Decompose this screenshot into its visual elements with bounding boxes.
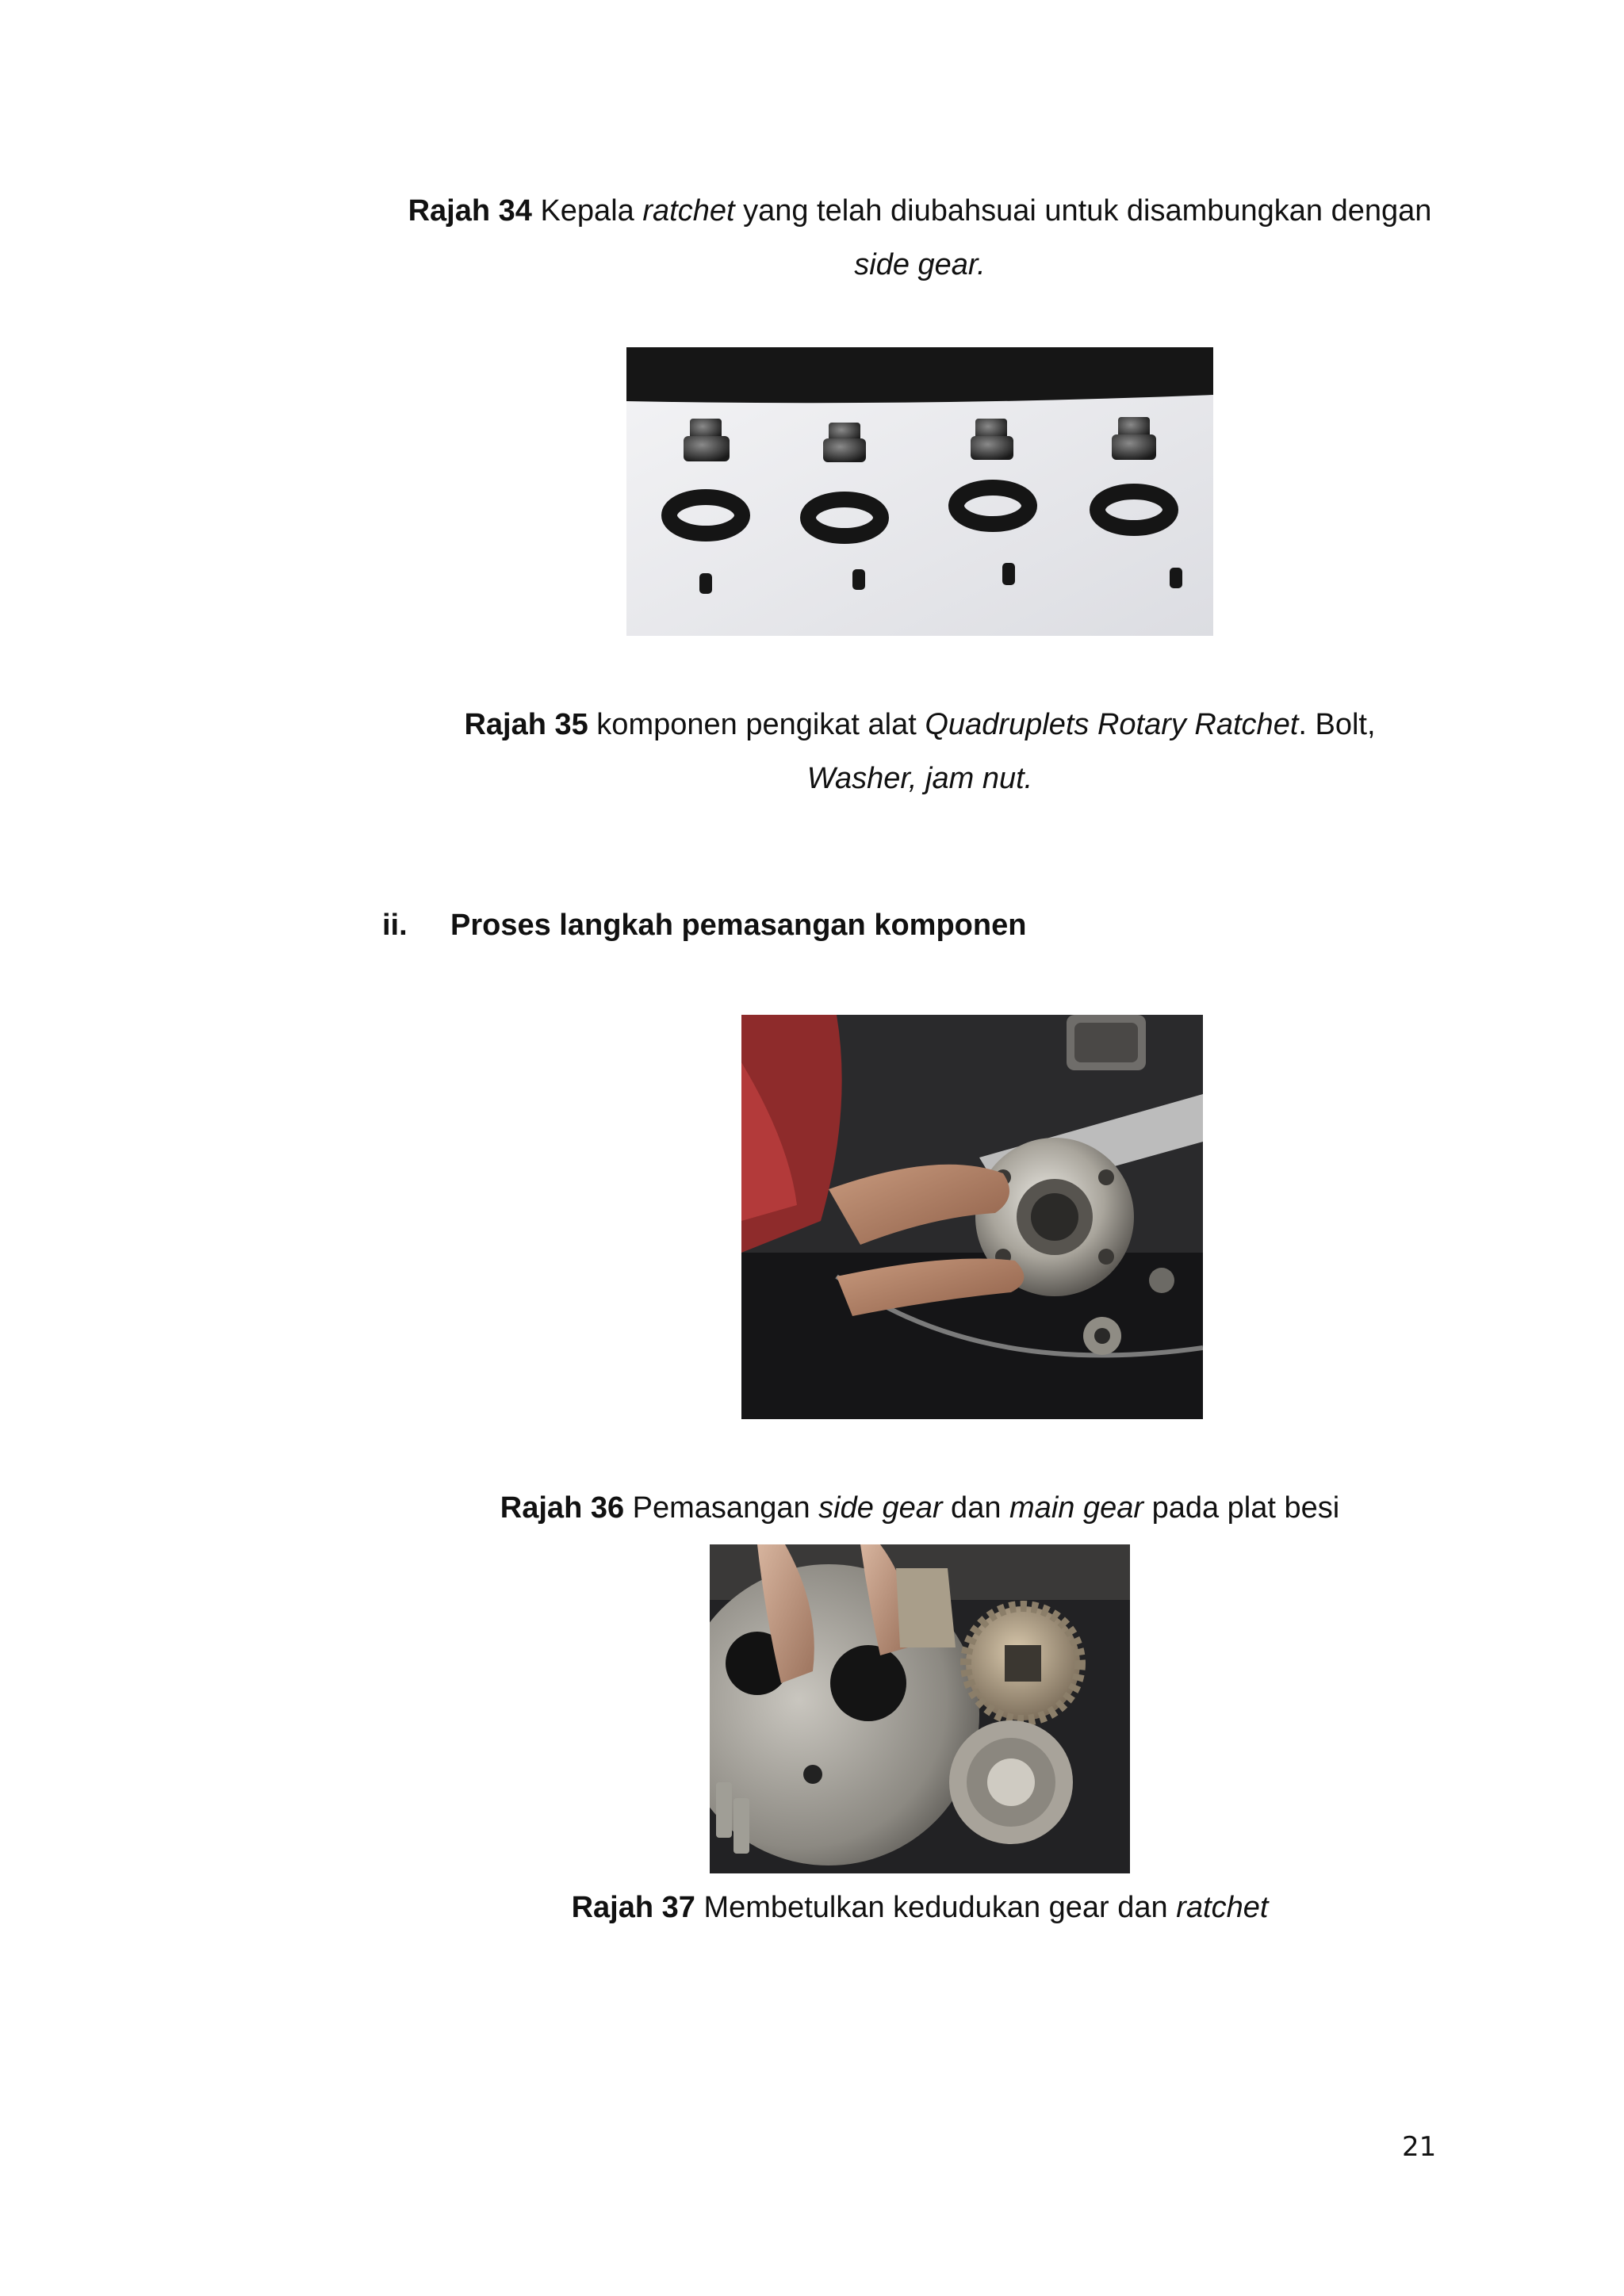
- page-number: 21: [1402, 2131, 1437, 2163]
- caption-rajah-36: [381, 1481, 1459, 1535]
- caption-rajah-34: [381, 184, 1459, 292]
- section-numeral: ii.: [382, 909, 408, 942]
- caption-35-line2: Washer, jam nut.: [806, 762, 1033, 795]
- photo-gear-ratchet-position: [710, 1544, 1130, 1873]
- caption-37-label: Rajah 37: [571, 1891, 695, 1924]
- caption-34-label: Rajah 34: [408, 194, 532, 228]
- caption-36-label: Rajah 36: [500, 1491, 625, 1525]
- caption-37-line1: Rajah 37 Membetulkan kedudukan gear dan ratchet: [571, 1891, 1269, 1924]
- caption-34-line1: Rajah 34 Kepala ratchet yang telah diubahsuai untuk disambungkan dengan: [408, 194, 1432, 228]
- caption-34-line2: side gear.: [854, 248, 986, 281]
- caption-rajah-35: [381, 698, 1459, 806]
- caption-35-label: Rajah 35: [464, 708, 588, 741]
- photo-fastener-components: [626, 347, 1213, 636]
- photo-gear-assembly: [741, 1015, 1203, 1419]
- section-heading: [382, 909, 1026, 943]
- caption-rajah-37: [381, 1881, 1459, 1934]
- caption-35-line1: Rajah 35 komponen pengikat alat Quadruplets Rotary Ratchet. Bolt,: [464, 708, 1376, 741]
- section-title: Proses langkah pemasangan komponen: [450, 909, 1027, 942]
- caption-36-line1: Rajah 36 Pemasangan side gear dan main gear pada plat besi: [500, 1491, 1340, 1525]
